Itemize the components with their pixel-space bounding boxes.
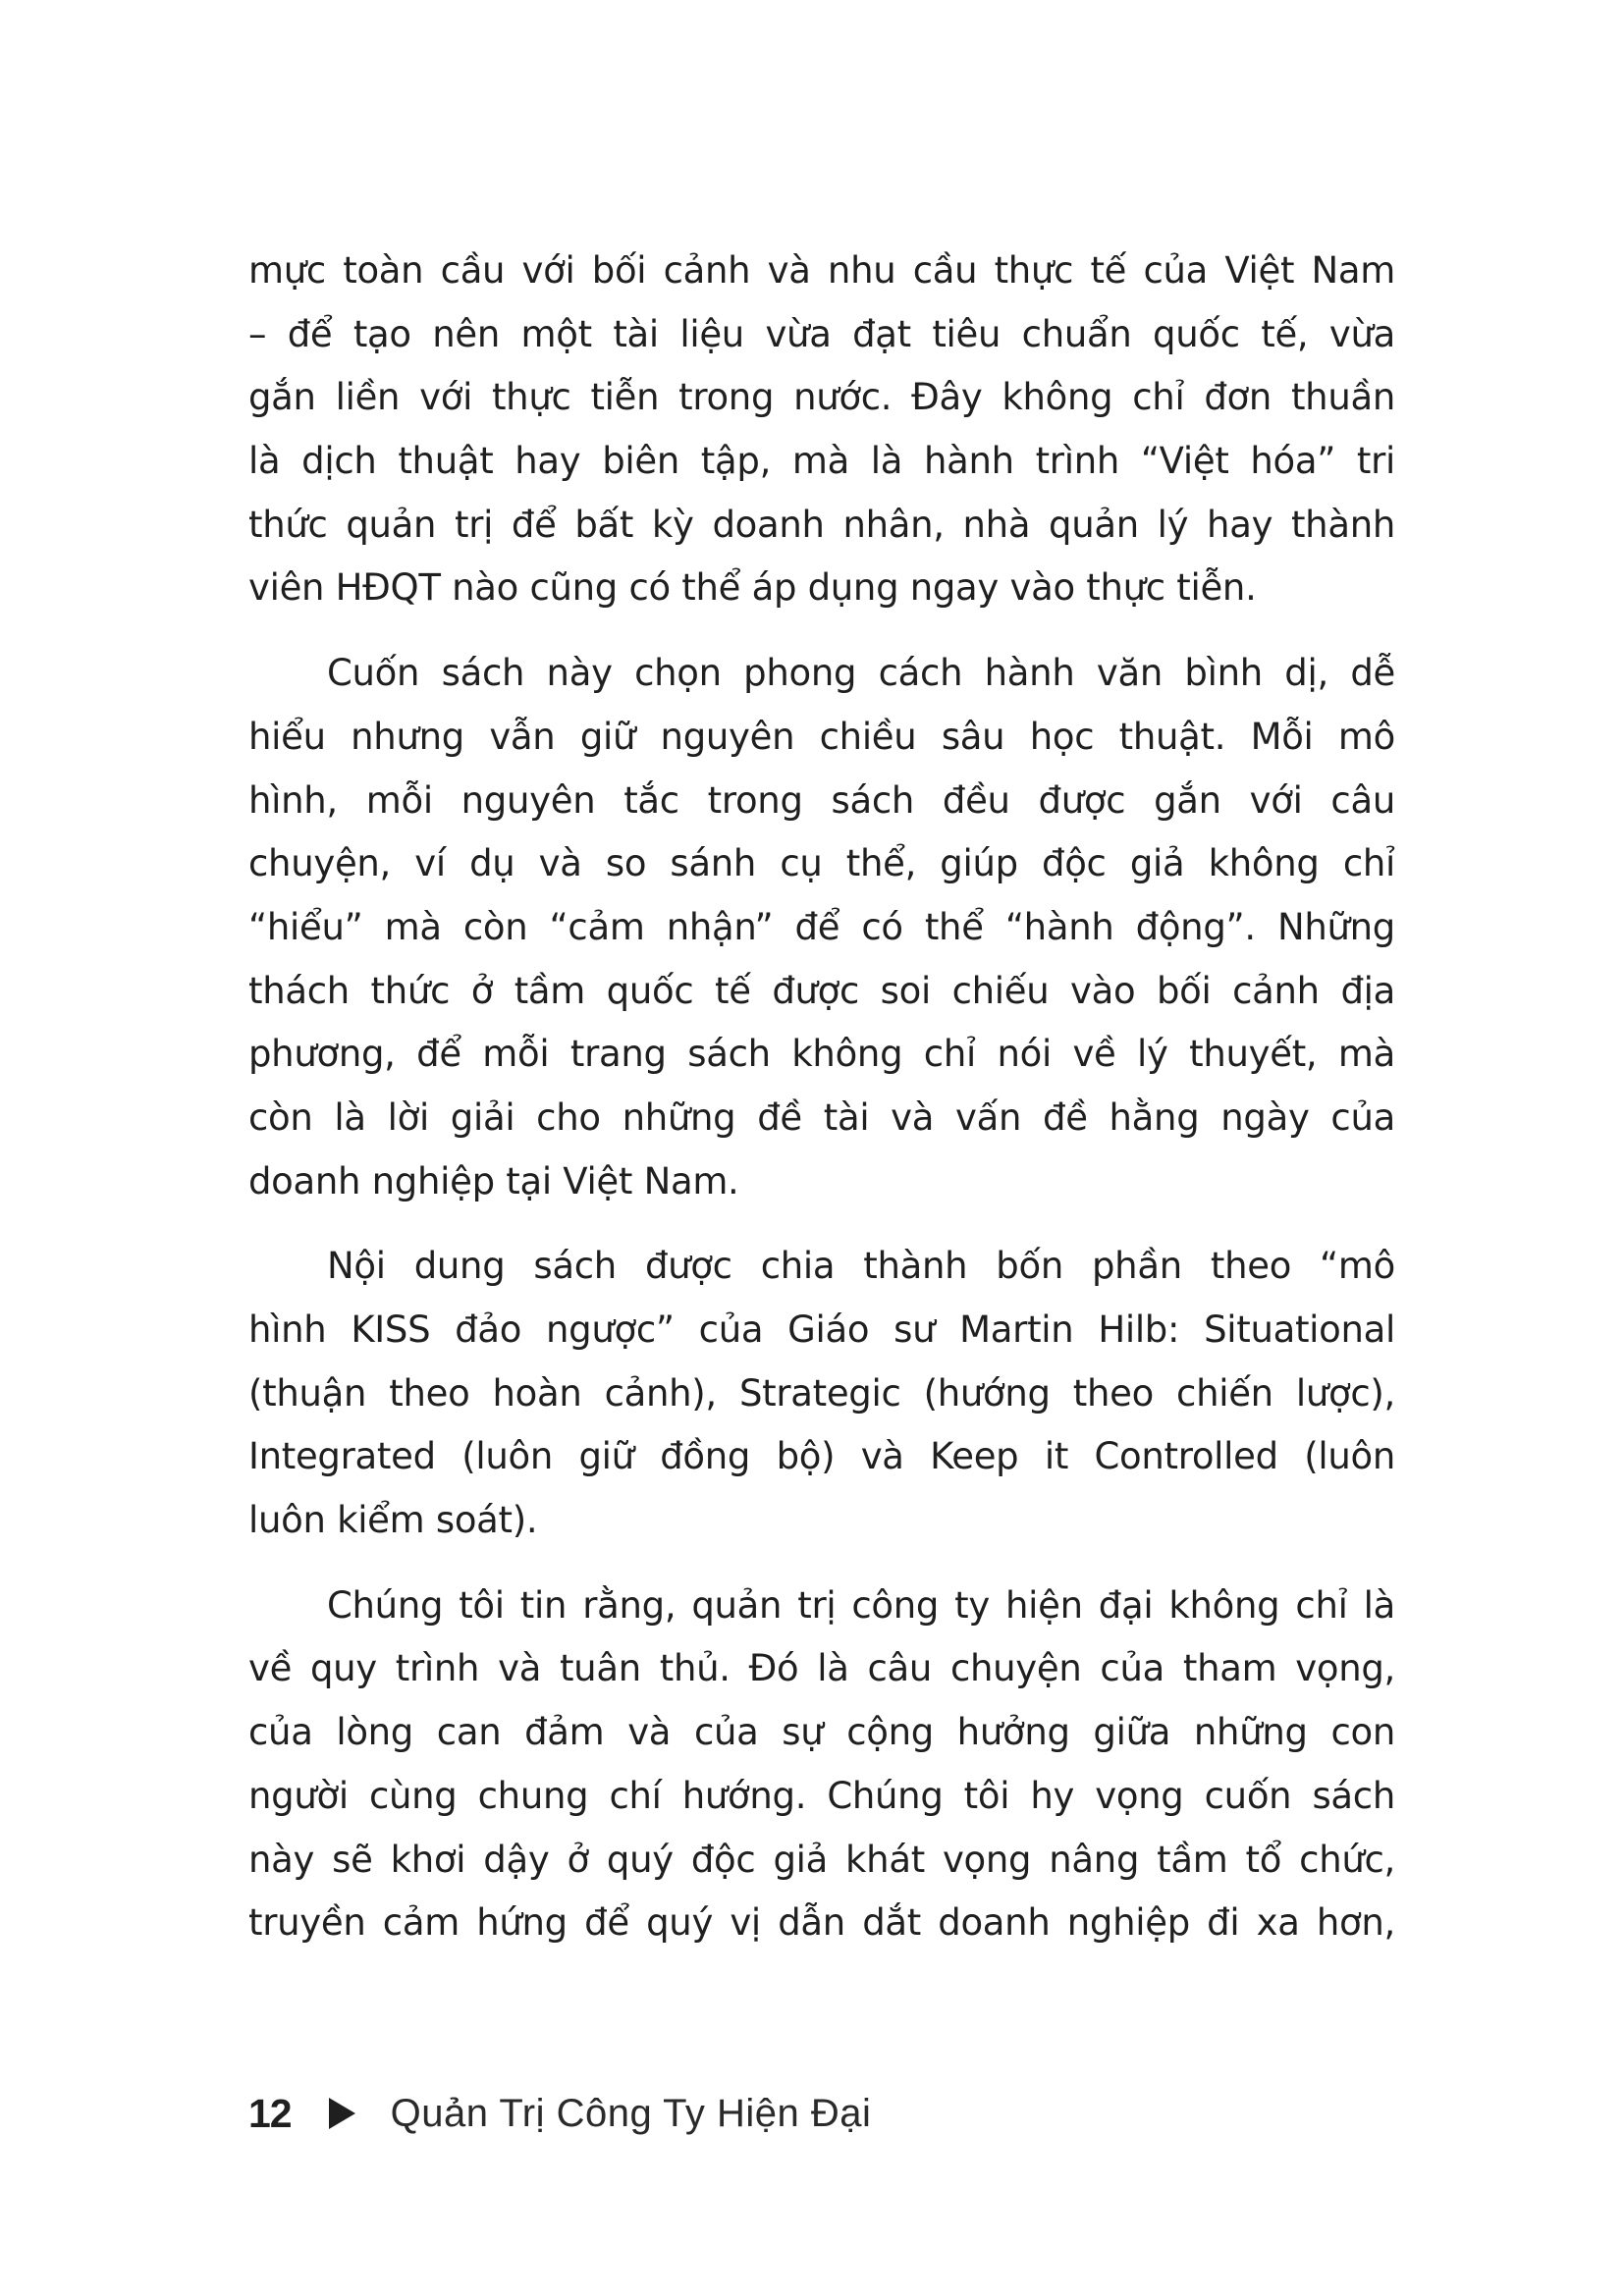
text-line: (thuận theo hoàn cảnh), Strategic (hướng theo chiến lược),	[248, 1371, 1395, 1415]
text-line: hình, mỗi nguyên tắc trong sách đều được gắn với câu	[248, 778, 1395, 822]
text-line: viên HĐQT nào cũng có thể áp dụng ngay vào thực tiễn.	[248, 566, 1257, 610]
running-title: Quản Trị Công Ty Hiện Đại	[390, 2091, 872, 2135]
text-line: luôn kiểm soát).	[248, 1499, 538, 1542]
text-line: còn là lời giải cho những đề tài và vấn đề hằng ngày của	[248, 1095, 1395, 1139]
text-line: chuyện, ví dụ và so sánh cụ thể, giúp độc giả không chỉ	[248, 842, 1395, 885]
text-line: gắn liền với thực tiễn trong nước. Đây không chỉ đơn thuần	[248, 376, 1395, 419]
text-line: này sẽ khơi dậy ở quý độc giả khát vọng nâng tầm tổ chức,	[248, 1838, 1395, 1881]
text-line: về quy trình và tuân thủ. Đó là câu chuyện của tham vọng,	[248, 1647, 1395, 1690]
text-line: phương, để mỗi trang sách không chỉ nói về lý thuyết, mà	[248, 1033, 1395, 1076]
text-line: hiểu nhưng vẫn giữ nguyên chiều sâu học thuật. Mỗi mô	[248, 715, 1395, 758]
paragraph-1	[248, 240, 1395, 620]
text-line: – để tạo nên một tài liệu vừa đạt tiêu chuẩn quốc tế, vừa	[248, 312, 1395, 355]
paragraph-3	[248, 1235, 1395, 1552]
text-line: mực toàn cầu với bối cảnh và nhu cầu thực tế của Việt Nam	[248, 249, 1395, 292]
text-line: Cuốn sách này chọn phong cách hành văn bình dị, dễ	[327, 652, 1395, 695]
paragraph-2	[248, 642, 1395, 1213]
text-line: Chúng tôi tin rằng, quản trị công ty hiện đại không chỉ là	[327, 1583, 1395, 1627]
text-line: truyền cảm hứng để quý vị dẫn dắt doanh nghiệp đi xa hơn,	[248, 1901, 1395, 1945]
text-line: thức quản trị để bất kỳ doanh nhân, nhà quản lý hay thành	[248, 503, 1395, 546]
text-line: Integrated (luôn giữ đồng bộ) và Keep it Controlled (luôn	[248, 1435, 1395, 1478]
text-line: “hiểu” mà còn “cảm nhận” để có thể “hành động”. Những	[248, 905, 1395, 948]
text-line: người cùng chung chí hướng. Chúng tôi hy vọng cuốn sách	[248, 1774, 1395, 1817]
text-line: doanh nghiệp tại Việt Nam.	[248, 1159, 739, 1202]
text-line: thách thức ở tầm quốc tế được soi chiếu vào bối cảnh địa	[248, 969, 1395, 1012]
page-number: 12	[248, 2090, 292, 2136]
paragraph-4	[248, 1575, 1395, 1955]
text-line: của lòng can đảm và của sự cộng hưởng giữa những con	[248, 1711, 1395, 1754]
text-line: hình KISS đảo ngược” của Giáo sư Martin Hilb: Situational	[248, 1308, 1395, 1351]
triangle-right-icon	[329, 2098, 355, 2129]
page-body	[248, 240, 1395, 1977]
text-line: là dịch thuật hay biên tập, mà là hành trình “Việt hóa” tri	[248, 440, 1395, 483]
text-line: Nội dung sách được chia thành bốn phần theo “mô	[327, 1245, 1395, 1288]
page-footer	[248, 2089, 871, 2138]
